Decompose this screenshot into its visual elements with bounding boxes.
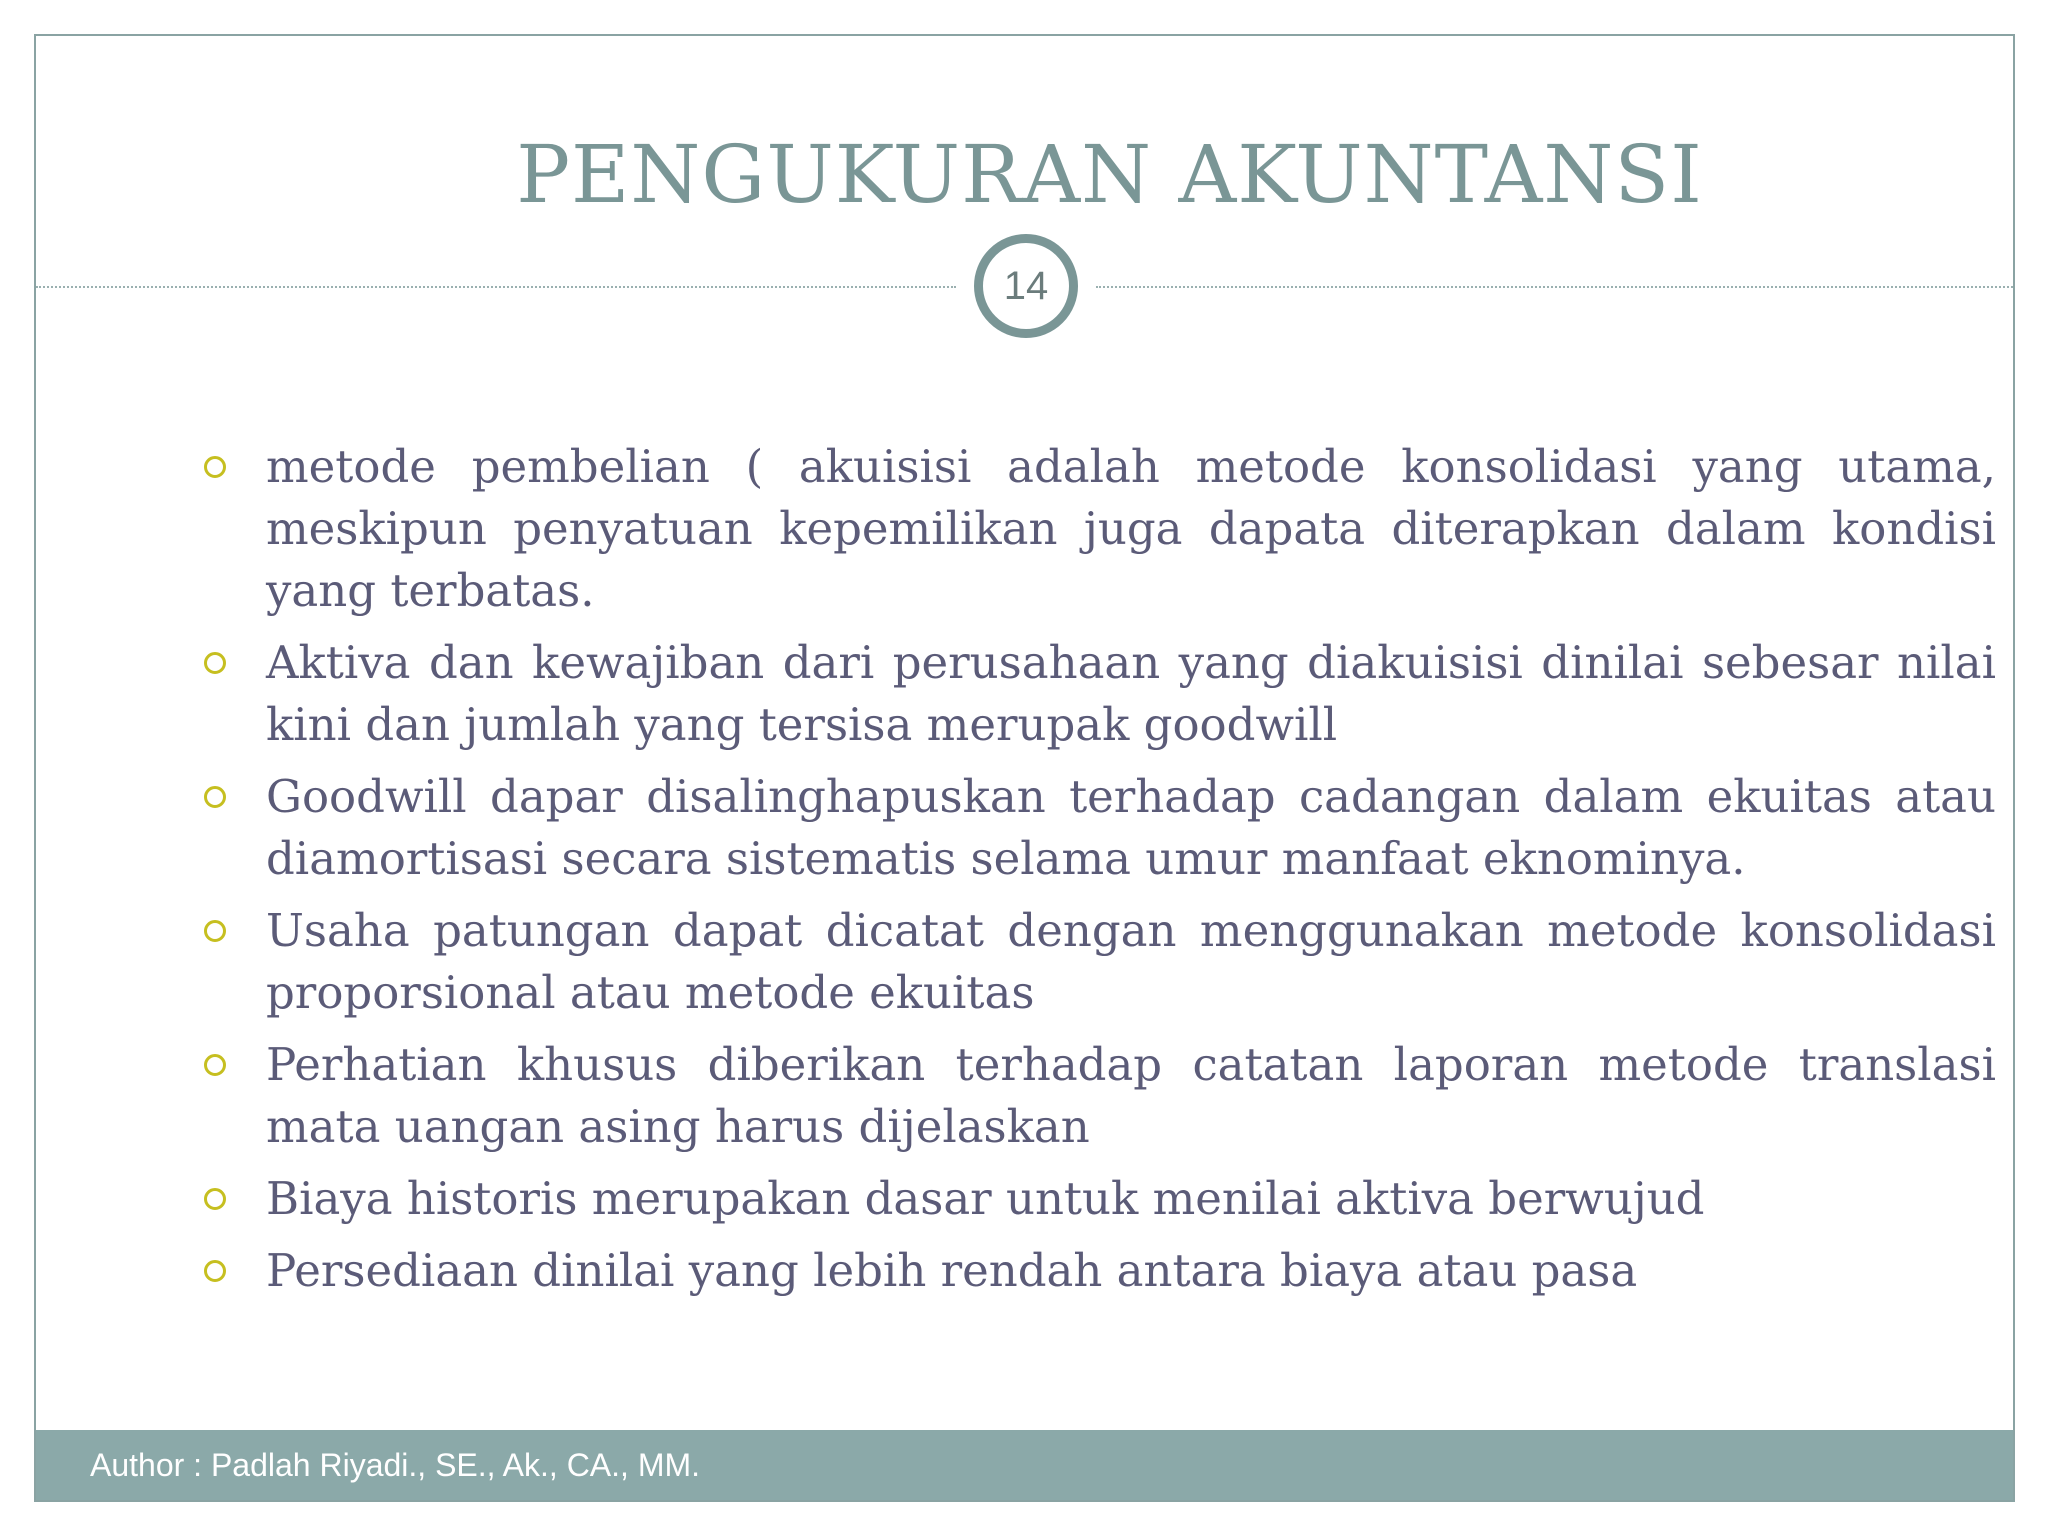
bullet-circle-icon — [204, 786, 226, 808]
slide — [34, 34, 2015, 1502]
bullet-circle-icon — [204, 1188, 226, 1210]
bullet-item — [166, 436, 1996, 622]
divider-right — [1096, 286, 2015, 288]
bullet-circle-icon — [204, 456, 226, 478]
bullet-text: Perhatian khusus diberikan terhadap catatan laporan metode translasi mata uangan asing harus dijelaskan — [266, 1038, 1996, 1153]
bullet-text: metode pembelian ( akuisisi adalah metode konsolidasi yang utama, meskipun penyatuan kepemilikan juga dapata diterapkan dalam kondisi yang terbatas. — [266, 440, 1996, 617]
bullet-text: Biaya historis merupakan dasar untuk menilai aktiva berwujud — [266, 1172, 1705, 1225]
bullet-item — [166, 766, 1996, 890]
footer-author: Author : Padlah Riyadi., SE., Ak., CA., MM. — [36, 1430, 2013, 1500]
bullet-list — [166, 436, 1996, 1312]
bullet-circle-icon — [204, 1054, 226, 1076]
bullet-circle-icon — [204, 920, 226, 942]
slide-title: PENGUKURAN AKUNTANSI — [516, 128, 1703, 221]
bullet-text: Aktiva dan kewajiban dari perusahaan yang diakuisisi dinilai sebesar nilai kini dan jumlah yang tersisa merupak goodwill — [266, 636, 1996, 751]
bullet-item — [166, 1034, 1996, 1158]
bullet-circle-icon — [204, 652, 226, 674]
page-number-badge: 14 — [974, 234, 1078, 338]
divider-left — [36, 286, 956, 288]
bullet-item — [166, 900, 1996, 1024]
bullet-circle-icon — [204, 1260, 226, 1282]
bullet-item — [166, 632, 1996, 756]
bullet-text: Persediaan dinilai yang lebih rendah antara biaya atau pasa — [266, 1244, 1638, 1297]
bullet-text: Goodwill dapar disalinghapuskan terhadap cadangan dalam ekuitas atau diamortisasi secara sistematis selama umur manfaat eknominya. — [266, 770, 1996, 885]
bullet-item — [166, 1240, 1996, 1302]
bullet-item — [166, 1168, 1996, 1230]
bullet-text: Usaha patungan dapat dicatat dengan menggunakan metode konsolidasi proporsional atau metode ekuitas — [266, 904, 1996, 1019]
